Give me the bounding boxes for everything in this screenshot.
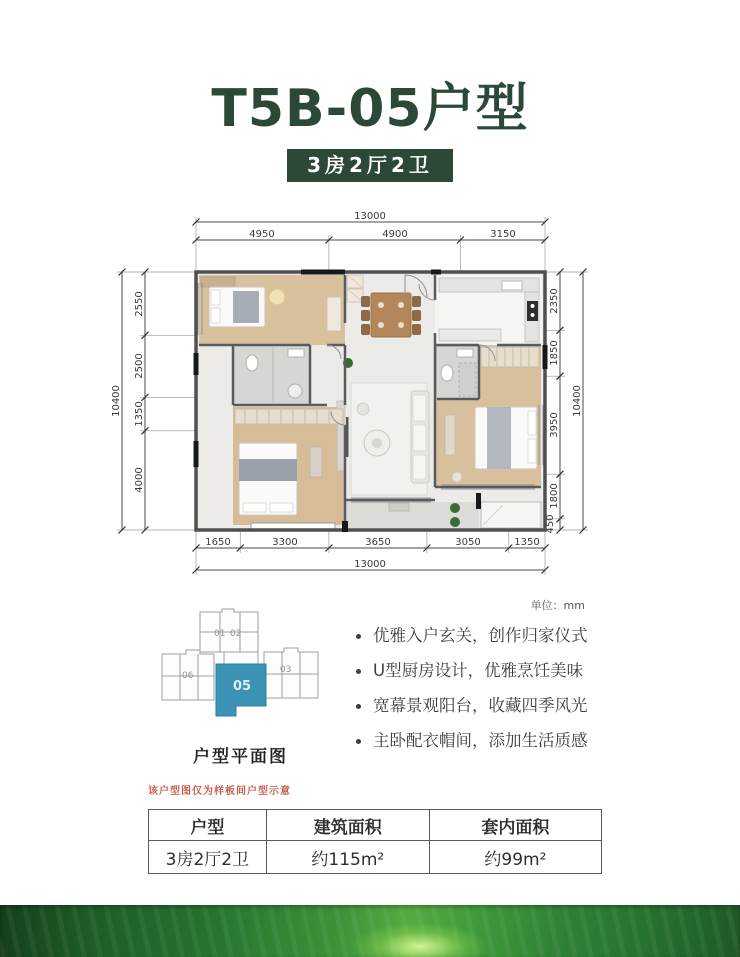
layout-badge: 3房2厅2卫 [287, 149, 453, 182]
sink-1 [288, 349, 304, 357]
floor-plan [105, 205, 605, 585]
dim-bottom-2: 3300 [272, 537, 298, 548]
feature-text: 主卧配衣帽间，添加生活质感 [373, 731, 588, 750]
dim-left-3: 1350 [134, 401, 145, 427]
site-plan-caption: 户型平面图 [193, 747, 288, 767]
dim-left-4: 4000 [134, 467, 145, 493]
bullet-icon [356, 739, 361, 744]
sink-2 [457, 349, 473, 357]
dim-right-3: 3950 [549, 412, 560, 438]
page-title: T5B-05户型 [211, 79, 529, 139]
spec-cell-type: 3房2厅2卫 [149, 841, 267, 874]
disclaimer-note: 该户型图仅为样板间户型示意 [148, 786, 291, 797]
plan-body [194, 270, 548, 533]
dim-right-1: 2350 [549, 288, 560, 314]
shower [459, 363, 476, 396]
site-label-01: 01 [214, 629, 226, 639]
dim-top-1: 4950 [249, 229, 275, 240]
washer [288, 384, 302, 398]
feature-item [356, 626, 636, 646]
dim-right-4: 1800 [549, 483, 560, 509]
site-label-05: 05 [233, 679, 252, 694]
toilet-2 [441, 365, 453, 381]
spec-table [148, 809, 602, 874]
site-label-02: 02 [230, 629, 242, 639]
feature-item [356, 661, 636, 681]
feature-text: 优雅入户玄关，创作归家仪式 [373, 626, 588, 645]
balcony-plant-2 [450, 517, 460, 527]
dim-top-total: 13000 [354, 211, 386, 222]
feature-text: U型厨房设计，优雅烹饪美味 [373, 661, 584, 680]
kitchen-sink [502, 281, 522, 290]
site-plan [158, 606, 323, 767]
dim-right-total: 10400 [572, 385, 583, 417]
spec-table-data-row [149, 841, 602, 874]
spec-table-header-row [149, 810, 602, 841]
dim-left-2: 2500 [134, 353, 145, 379]
dim-left-total: 10400 [111, 385, 122, 417]
spec-header-gross-area: 建筑面积 [266, 810, 429, 841]
dim-left-1: 2550 [134, 291, 145, 317]
footer-green-banner [0, 905, 740, 957]
bullet-icon [356, 704, 361, 709]
spec-cell-net-area: 约99m² [429, 841, 601, 874]
kitchen-counter-bottom [439, 329, 501, 341]
dim-right-5: 450 [545, 514, 556, 534]
feature-list [356, 626, 636, 766]
kitchen-counter-top [439, 278, 539, 292]
dim-top-3: 3150 [490, 229, 516, 240]
dim-bottom-3: 3650 [365, 537, 391, 548]
site-label-03: 03 [280, 665, 292, 675]
walk-in-closet [481, 347, 539, 367]
dim-bottom-total: 13000 [354, 559, 386, 570]
dim-bottom-4: 3050 [455, 537, 481, 548]
dim-top-2: 4900 [382, 229, 408, 240]
spec-cell-gross-area: 约115m² [266, 841, 429, 874]
spec-header-type: 户型 [149, 810, 267, 841]
spec-header-net-area: 套内面积 [429, 810, 601, 841]
bullet-icon [356, 634, 361, 639]
site-plan-svg [158, 606, 323, 736]
dim-bottom-1: 1650 [205, 537, 231, 548]
bullet-icon [356, 669, 361, 674]
toilet-1 [246, 355, 258, 371]
floor-plan-svg [105, 205, 605, 585]
feature-text: 宽幕景观阳台，收藏四季风光 [373, 696, 588, 715]
dim-right-2: 1850 [549, 340, 560, 366]
equipment-platform [481, 502, 541, 528]
dim-bottom-5: 1350 [514, 537, 540, 548]
feature-item [356, 696, 636, 716]
site-label-06: 06 [182, 671, 194, 681]
feature-item [356, 731, 636, 751]
dining-set [361, 293, 421, 337]
unit-note: 单位：mm [530, 599, 585, 612]
balcony-plant-1 [450, 503, 460, 513]
